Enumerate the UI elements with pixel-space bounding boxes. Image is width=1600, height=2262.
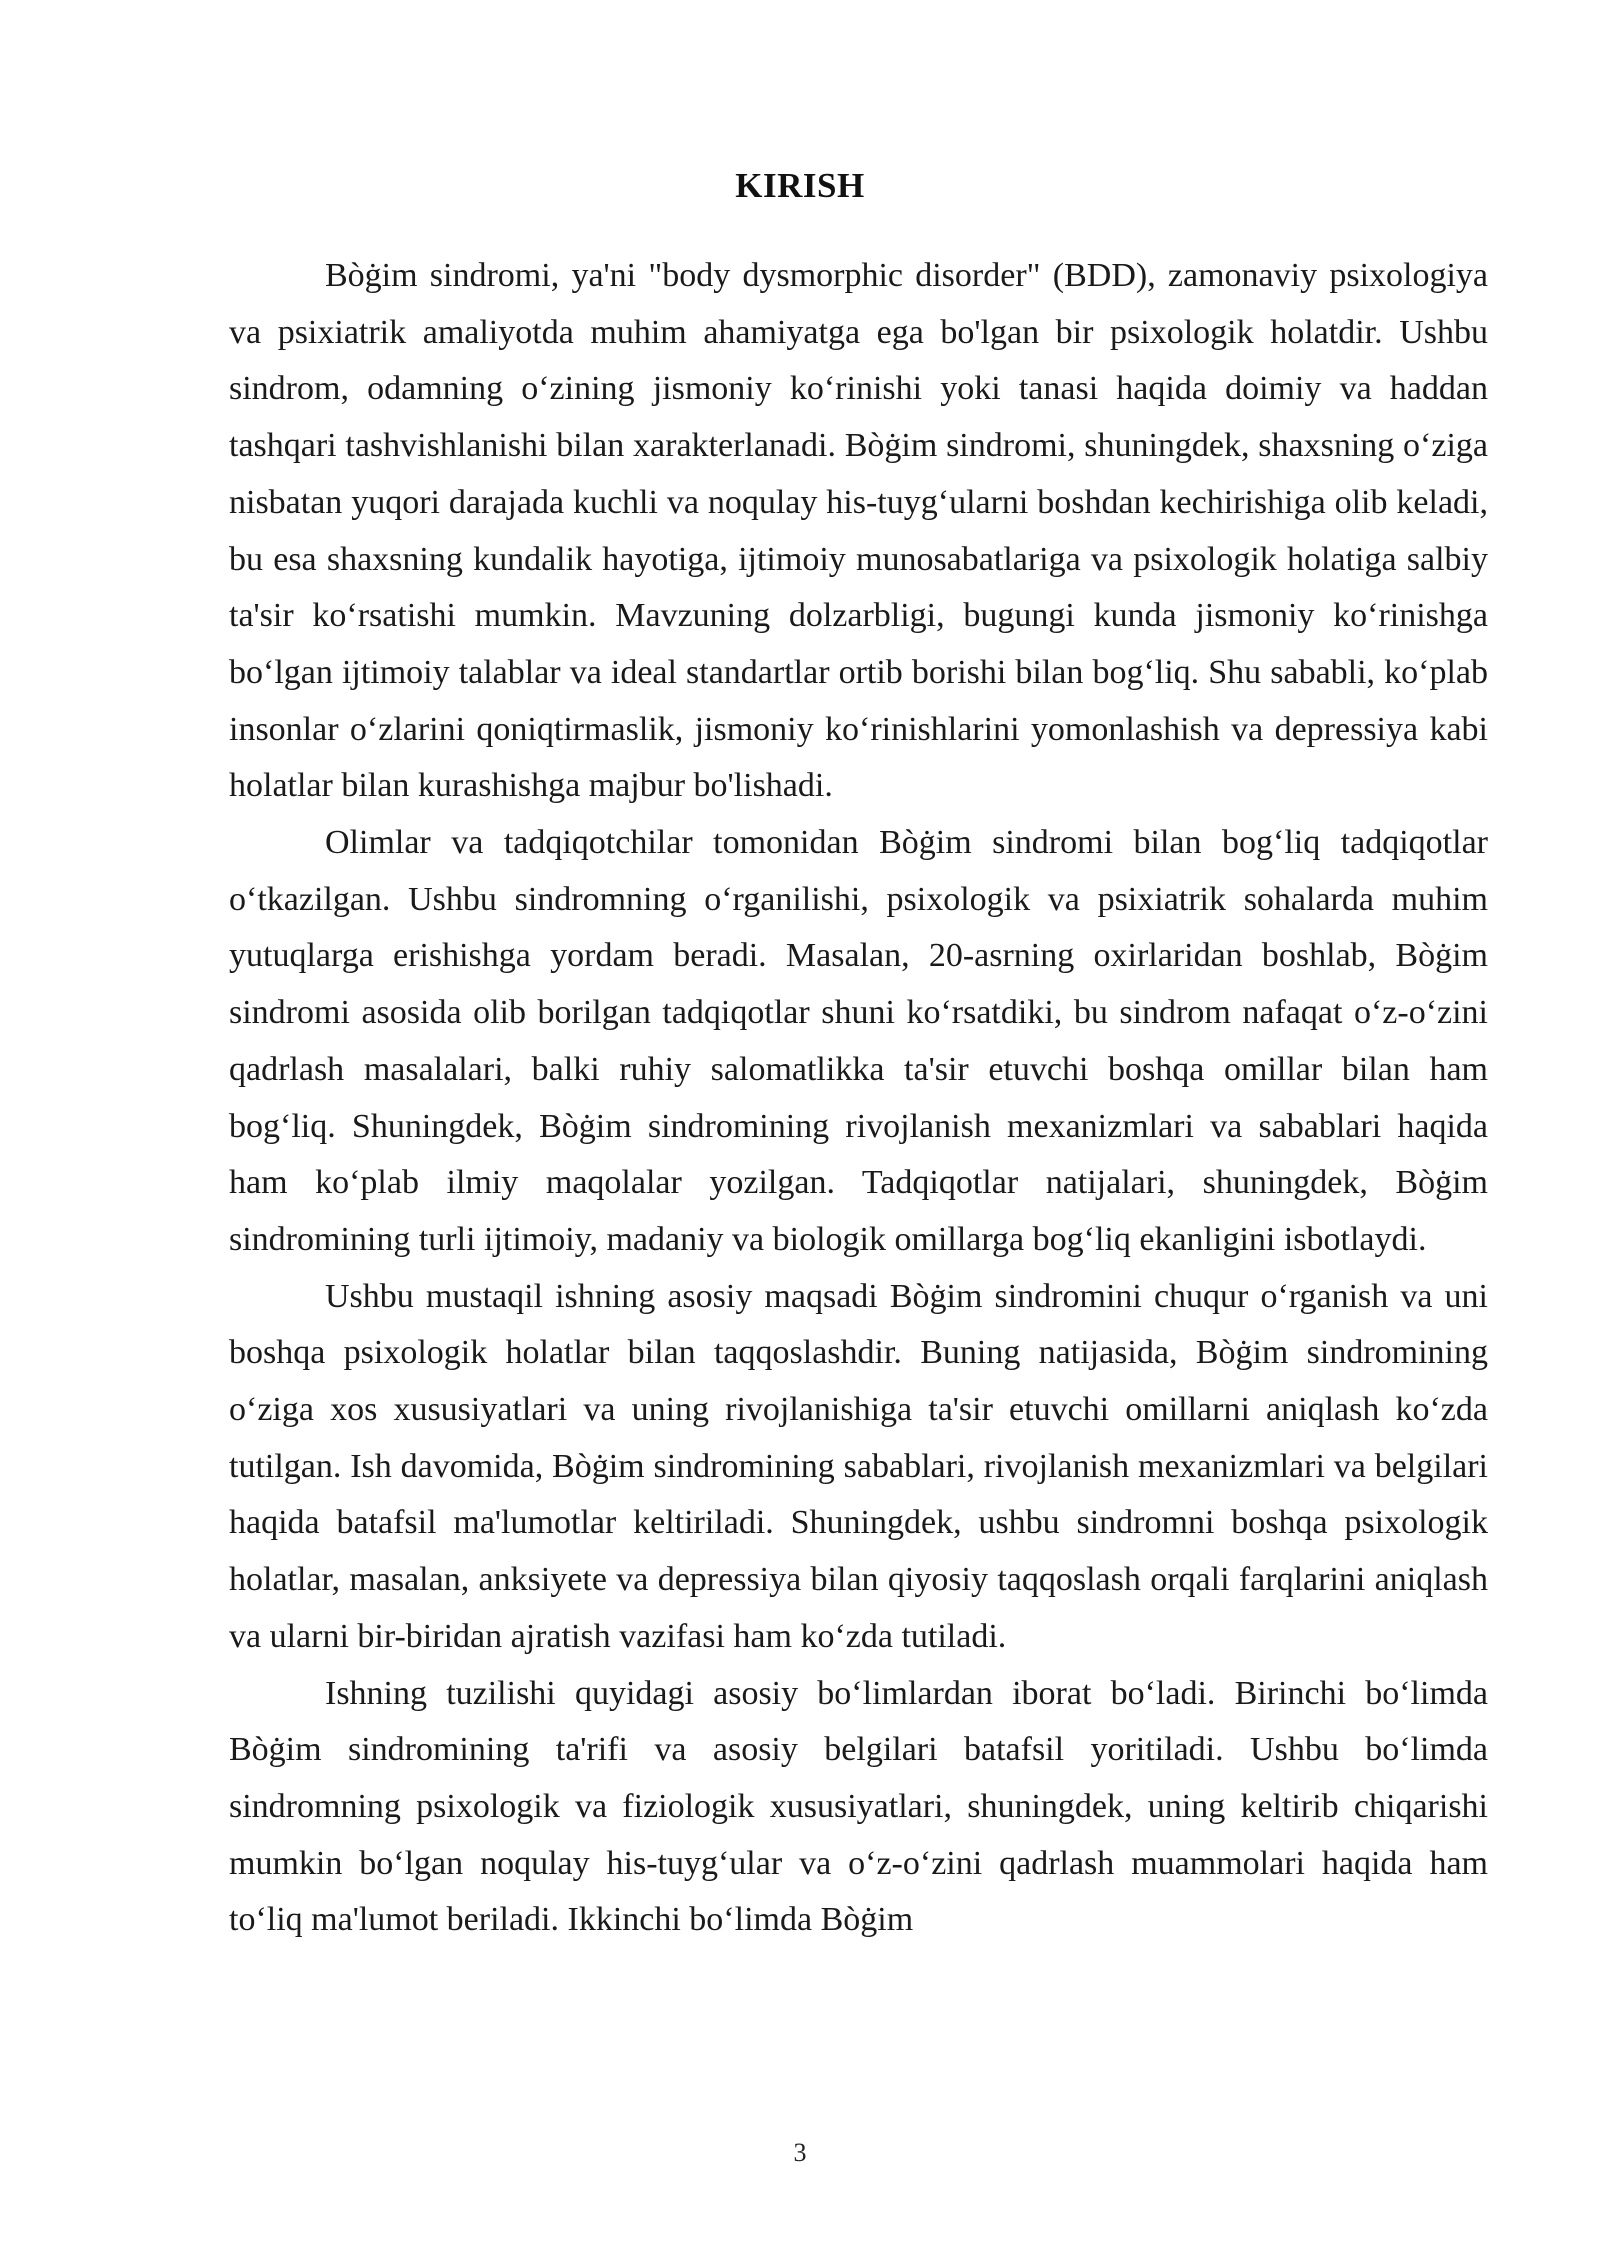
paragraph-2: Olimlar va tadqiqotchilar tomonidan Bòġim sindromi bilan bog‘liq tadqiqotlar o‘tkazilgan. Ushbu sindromning o‘rganilishi, psixologik va psixiatrik sohalarda muhim yutuqlarga erishishga yordam beradi. Masalan, 20-asrning oxirlaridan boshlab, Bòġim sindromi asosida olib borilgan tadqiqotlar shuni ko‘rsatdiki, bu sindrom nafaqat o‘z-o‘zini qadrlash masalalari, balki ruhiy salomatlikka ta'sir etuvchi boshqa omillar bilan ham bog‘liq. Shuningdek, Bòġim sindromining rivojlanish mexanizmlari va sabablari haqida ham ko‘plab ilmiy maqolalar yozilgan. Tadqiqotlar natijalari, shuningdek, Bòġim sindromining turli ijtimoiy, madaniy va biologik omillarga bog‘liq ekanligini isbotlaydi. xyxy=(229,824,1488,1258)
page-number: 3 xyxy=(793,2138,807,2167)
page-title: KIRISH xyxy=(735,166,865,205)
paragraph-4: Ishning tuzilishi quyidagi asosiy bo‘limlardan iborat bo‘ladi. Birinchi bo‘limda Bòġim sindromining ta'rifi va asosiy belgilari batafsil yoritiladi. Ushbu bo‘limda sindromning psixologik va fiziologik xususiyatlari, shuningdek, uning keltirib chiqarishi mumkin bo‘lgan noqulay his-tuyg‘ular va o‘z-o‘zini qadrlash muammolari haqida ham to‘liq ma'lumot beriladi. Ikkinchi bo‘limda Bòġim xyxy=(229,1674,1488,1939)
body-text xyxy=(229,248,1488,1949)
paragraph-3: Ushbu mustaqil ishning asosiy maqsadi Bòġim sindromini chuqur o‘rganish va uni boshqa psixologik holatlar bilan taqqoslashdir. Buning natijasida, Bòġim sindromining o‘ziga xos xususiyatlari va uning rivojlanishiga ta'sir etuvchi omillarni aniqlash ko‘zda tutilgan. Ish davomida, Bòġim sindromining sabablari, rivojlanish mexanizmlari va belgilari haqida batafsil ma'lumotlar keltiriladi. Shuningdek, ushbu sindromni boshqa psixologik holatlar, masalan, anksiyete va depressiya bilan qiyosiy taqqoslash orqali farqlarini aniqlash va ularni bir-biridan ajratish vazifasi ham ko‘zda tutiladi. xyxy=(229,1277,1488,1655)
paragraph-1: Bòġim sindromi, ya'ni "body dysmorphic disorder" (BDD), zamonaviy psixologiya va psixiatrik amaliyotda muhim ahamiyatga ega bo'lgan bir psixologik holatdir. Ushbu sindrom, odamning o‘zining jismoniy ko‘rinishi yoki tanasi haqida doimiy va haddan tashqari tashvishlanishi bilan xarakterlanadi. Bòġim sindromi, shuningdek, shaxsning o‘ziga nisbatan yuqori darajada kuchli va noqulay his-tuyg‘ularni boshdan kechirishiga olib keladi, bu esa shaxsning kundalik hayotiga, ijtimoiy munosabatlariga va psixologik holatiga salbiy ta'sir ko‘rsatishi mumkin. Mavzuning dolzarbligi, bugungi kunda jismoniy ko‘rinishga bo‘lgan ijtimoiy talablar va ideal standartlar ortib borishi bilan bog‘liq. Shu sababli, ko‘plab insonlar o‘zlarini qoniqtirmaslik, jismoniy ko‘rinishlarini yomonlashish va depressiya kabi holatlar bilan kurashishga majbur bo'lishadi. xyxy=(229,257,1488,805)
